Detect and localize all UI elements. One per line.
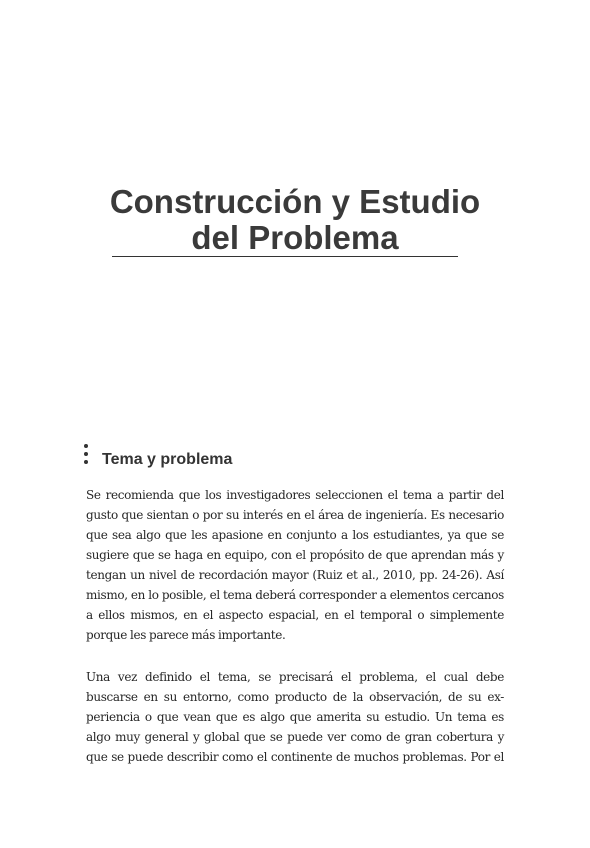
text-line: que sea algo que les apasione en conjunto a los estudiantes, ya que se [86,528,504,542]
bullet-dot [84,444,88,448]
text-line: gusto que sientan o por su interés en el área de ingeniería. Es necesario [86,508,504,522]
paragraph-1 [86,485,504,645]
text-line: periencia o que vean que es algo que amerita su estudio. Un tema es [86,710,504,724]
chapter-title-line-1: Construcción y Estudio [109,183,481,220]
text-line: a ellos mismos, en el aspecto espacial, en el temporal o simplemente [86,608,504,622]
paragraph-2 [86,667,504,767]
text-line: Se recomienda que los investigadores seleccionen el tema a partir del [86,488,504,502]
section-bullet-icon [84,444,88,468]
text-line: mismo, en lo posible, el tema deberá corresponder a elementos cercanos [86,588,504,602]
text-line: sugiere que se haga en equipo, con el propósito de que aprendan más y [86,548,504,562]
text-line: que se puede describir como el continente de muchos problemas. Por el [86,750,504,764]
bullet-dot [84,460,88,464]
text-line: porque les parece más importante. [86,628,286,642]
body-text [86,485,504,789]
title-underline [112,256,458,257]
text-line: tengan un nivel de recordación mayor (Ruiz et al., 2010, pp. 24-26). Así [86,568,504,582]
chapter-title [76,184,514,256]
text-line: algo muy general y global que se puede ver como de gran cobertura y [86,730,504,744]
section-heading: Tema y problema [102,451,233,468]
chapter-title-line-2: del Problema [191,219,399,256]
text-line: buscarse en su entorno, como producto de la observación, de su ex- [86,690,504,704]
bullet-dot [84,452,88,456]
text-line: Una vez definido el tema, se precisará el problema, el cual debe [86,670,504,684]
